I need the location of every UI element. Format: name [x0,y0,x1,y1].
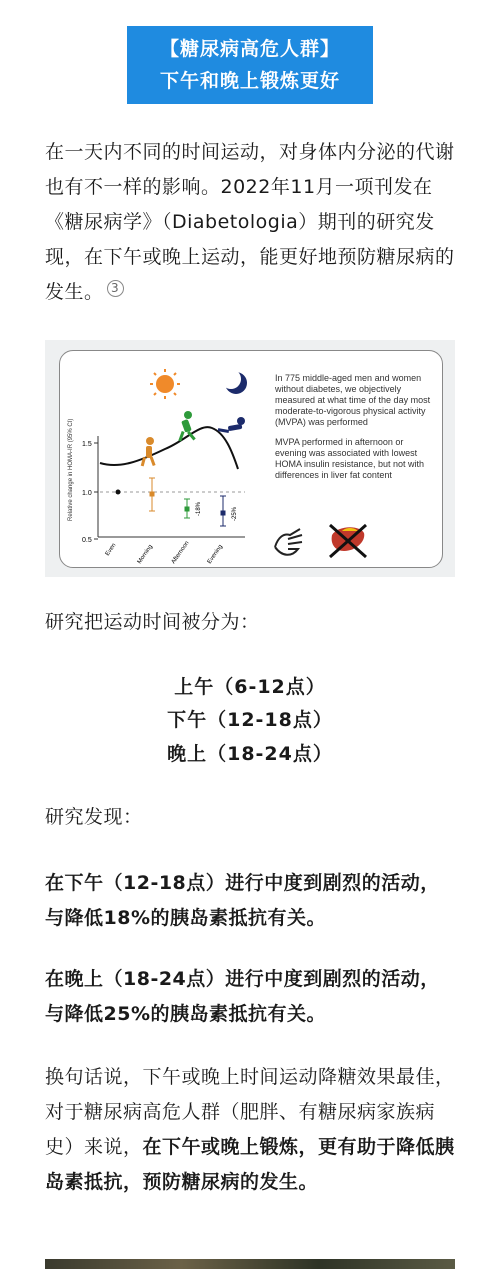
y-tick-1-5: 1.5 [82,441,92,448]
marker-even [116,490,121,495]
period-evening: 晚上（18-24点） [167,743,333,765]
study-figure [45,340,455,577]
y-axis-label: Relative change in HOMA-IR (95% CI) [68,418,74,521]
activity-curve [100,427,238,469]
marker-evening [220,496,226,526]
x-tick-morning: Morning [136,543,155,566]
figure-graphic [60,351,270,567]
next-image-strip [45,1259,455,1269]
marker-morning [149,478,155,511]
runner-navy-icon [218,417,245,433]
annotation-25: -25% [232,506,238,521]
runner-orange-icon [141,437,156,466]
title-banner [127,26,373,104]
intro-text: 在一天内不同的时间运动，对身体内分泌的代谢也有不一样的影响。2022年11月一项刊发在《糖尿病学》（Diabetologia）期刊的研究发现，在下午或晚上运动，能更好地预防糖尿病的发生。 [45,141,455,303]
reference-marker[interactable]: 3 [107,280,124,297]
conclusion-bold-text: 在下午或晚上锻炼，更有助于降低胰岛素抵抗，预防糖尿病的发生。 [45,1136,455,1193]
sun-icon [150,369,180,399]
finding-afternoon: 在下午（12-18点）进行中度到剧烈的活动，与降低18%的胰岛素抵抗有关。 [45,872,440,929]
annotation-18: -18% [196,501,202,516]
marker-afternoon [184,499,190,518]
figure-card [59,350,443,568]
x-tick-evening: Evening [206,543,225,566]
findings-label: 研究发现： [45,806,143,828]
period-morning: 上午（6-12点） [174,676,326,698]
figure-icons [270,517,390,567]
intro-paragraph [45,135,455,310]
banner-line-1: 【糖尿病高危人群】 [159,38,340,60]
x-tick-even: Even [104,542,118,558]
conclusion-paragraph [45,1060,455,1200]
conclusion-text: 换句话说，下午或晚上时间运动降糖效果最佳，对于糖尿病高危人群（肥胖、有糖尿病家族病史）来说， [45,1066,455,1158]
y-tick-0-5: 0.5 [82,537,92,544]
figure-text-1: In 775 middle-aged men and women without diabetes, we objectively measured at what time of the day most moderate-to-vigorous physical activity (MVPA) was performed [275,373,431,427]
hand-pointer-icon [275,529,302,555]
y-tick-1-0: 1.0 [82,490,92,497]
period-afternoon: 下午（12-18点） [167,709,333,731]
banner-line-2: 下午和晚上锻炼更好 [159,70,340,92]
finding-evening: 在晚上（18-24点）进行中度到剧烈的活动，与降低25%的胰岛素抵抗有关。 [45,968,440,1025]
figure-text-2: MVPA performed in afternoon or evening was associated with lowest HOMA insulin resistance, but not with differences in liver fat content [275,437,425,480]
classification-label: 研究把运动时间被分为： [45,611,260,633]
figure-text [275,373,435,490]
liver-crossed-icon [330,525,366,557]
moon-icon [221,369,247,394]
x-tick-afternoon: Afternoon [170,540,191,566]
